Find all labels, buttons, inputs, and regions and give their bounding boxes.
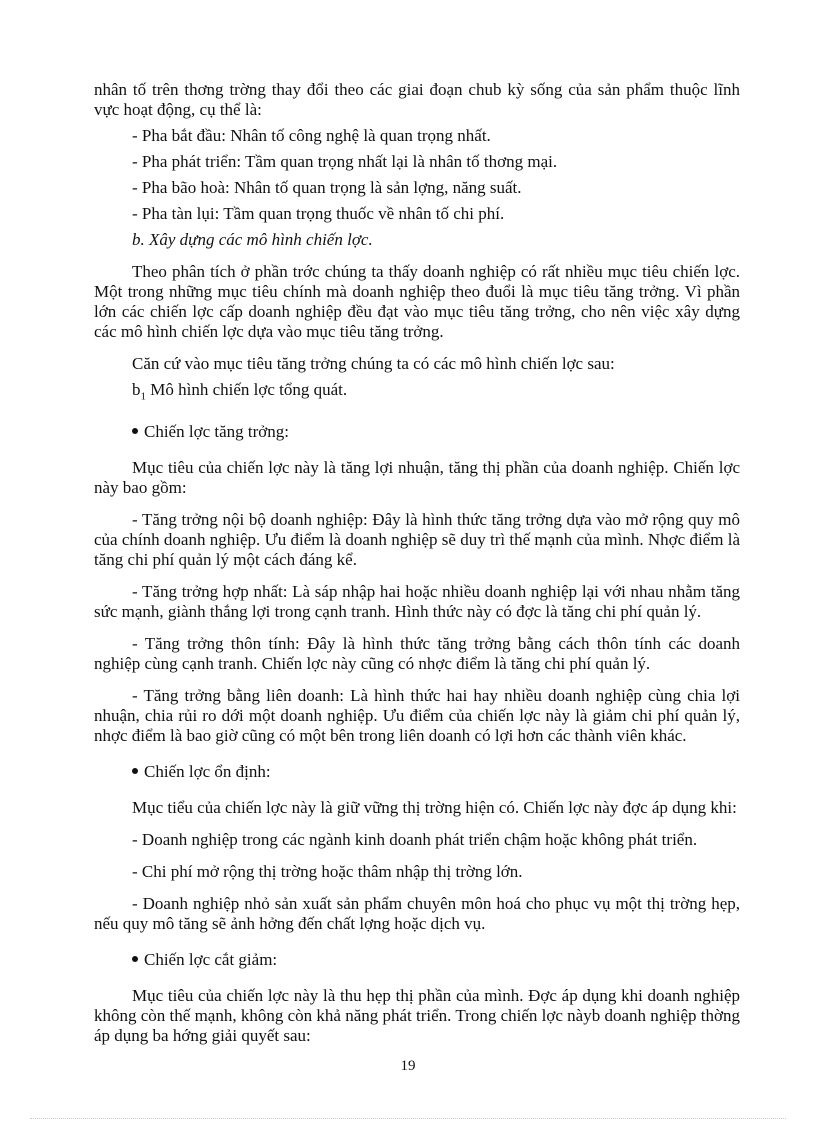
subheading-b1-text: Mô hình chiến lợc tổng quát. <box>146 380 348 399</box>
paragraph-reduction-goal: Mục tiêu của chiến lợc này là thu hẹp thị phần của mình. Đợc áp dụng khi doanh nghiệp không còn thế mạnh, không còn khả năng phát triển. Trong chiến lợc nàyb doanh nghiệp thờng áp dụng ba hớng giải quyết sau: <box>94 986 740 1046</box>
document-page <box>94 80 740 1046</box>
bullet-growth-label: Chiến lợc tăng trởng: <box>144 422 289 442</box>
list-item-phase-start: - Pha bắt đầu: Nhân tố công nghệ là quan trọng nhất. <box>132 126 491 145</box>
paragraph-internal-growth: - Tăng trởng nội bộ doanh nghiệp: Đây là hình thức tăng trởng dựa vào mở rộng quy mô của chính doanh nghiệp. Ưu điểm là doanh nghiệp sẽ duy trì thế mạnh của mình. Nhợc điểm là tăng chi phí quản lý một cách đáng kể. <box>94 510 740 570</box>
paragraph-stability-goal: Mục tiểu của chiến lợc này là giữ vững thị trờng hiện có. Chiến lợc này đợc áp dụng khi: <box>132 798 737 818</box>
bullet-growth-strategy <box>94 422 740 442</box>
bullet-reduction-strategy <box>94 950 740 970</box>
subheading-b1-letter: b <box>132 380 141 399</box>
bullet-reduction-label: Chiến lợc cắt giảm: <box>144 950 278 970</box>
bullet-dot-icon <box>132 768 138 774</box>
paragraph-analysis: Theo phân tích ở phần trớc chúng ta thấy doanh nghiệp có rất nhiều mục tiêu chiến lợc. Một trong những mục tiêu chính mà doanh nghiệp theo đuổi là mục tiêu tăng trởng. Vì phần lớn các chiến lợc cấp doanh nghiệp đều đạt vào mục tiêu tăng trởng, cho nên việc xây dựng các mô hình chiến lợc dựa vào mục tiêu tăng trởng. <box>94 262 740 341</box>
subheading-b1 <box>94 380 740 406</box>
paragraph-merger-growth: - Tăng trởng hợp nhất: Là sáp nhập hai hoặc nhiều doanh nghiệp lại với nhau nhằm tăng sức mạnh, giành thắng lợi trong cạnh tranh. Hình thức này có đợc là tăng chi phí quản lý. <box>94 582 740 622</box>
paragraph-slow-industry: - Doanh nghiệp trong các ngành kinh doanh phát triển chậm hoặc không phát triển. <box>132 830 698 850</box>
paragraph-small-business: - Doanh nghiệp nhỏ sản xuất sản phẩm chuyên môn hoá cho phục vụ một thị trờng hẹp, nếu quy mô tăng sẽ ảnh hởng đến chất lợng hoặc dịch vụ. <box>94 894 740 934</box>
page-number: 19 <box>400 1058 416 1074</box>
subheading-b1-subscript: 1 <box>140 390 146 403</box>
paragraph-intro: nhân tố trên thơng trờng thay đổi theo các giai đoạn chub kỳ sống của sản phẩm thuộc lĩnh vực hoạt động, cụ thể là: <box>94 80 740 119</box>
list-item-phase-decline: - Pha tàn lụi: Tầm quan trọng thuốc về nhân tố chi phí. <box>132 204 505 223</box>
paragraph-expansion-cost: - Chi phí mở rộng thị trờng hoặc thâm nhập thị trờng lớn. <box>132 862 523 882</box>
bullet-stability-strategy <box>94 762 740 782</box>
paragraph-growth-goal: Mục tiêu của chiến lợc này là tăng lợi nhuận, tăng thị phần của doanh nghiệp. Chiến lợc này bao gồm: <box>94 458 740 498</box>
bullet-stability-label: Chiến lợc ổn định: <box>144 762 271 782</box>
bullet-dot-icon <box>132 956 138 962</box>
bullet-dot-icon <box>132 428 138 434</box>
page-bottom-divider <box>30 1118 786 1119</box>
section-heading-b: b. Xây dựng các mô hình chiến lợc. <box>132 230 373 249</box>
paragraph-acquisition-growth: - Tăng trởng thôn tính: Đây là hình thức tăng trởng bằng cách thôn tính các doanh nghiệp cùng cạnh tranh. Chiến lợc này cũng có nhợc điểm là tăng chi phí quản lý. <box>94 634 740 674</box>
list-item-phase-growth: - Pha phát triển: Tầm quan trọng nhất lại là nhân tố thơng mại. <box>132 152 558 171</box>
paragraph-basis: Căn cứ vào mục tiêu tăng trởng chúng ta có các mô hình chiến lợc sau: <box>132 354 615 373</box>
paragraph-joint-venture-growth: - Tăng trởng bằng liên doanh: Là hình thức hai hay nhiều doanh nghiệp cùng chia lợi nhuận, chia rủi ro dới một doanh nghiệp. Ưu điểm của chiến lợc này là giảm chi phí quản lý, nhợc điểm là bao giờ cũng có một bên trong liên doanh có lợi hơn các thành viên khác. <box>94 686 740 746</box>
list-item-phase-saturation: - Pha bão hoà: Nhân tố quan trọng là sản lợng, năng suất. <box>132 178 522 197</box>
